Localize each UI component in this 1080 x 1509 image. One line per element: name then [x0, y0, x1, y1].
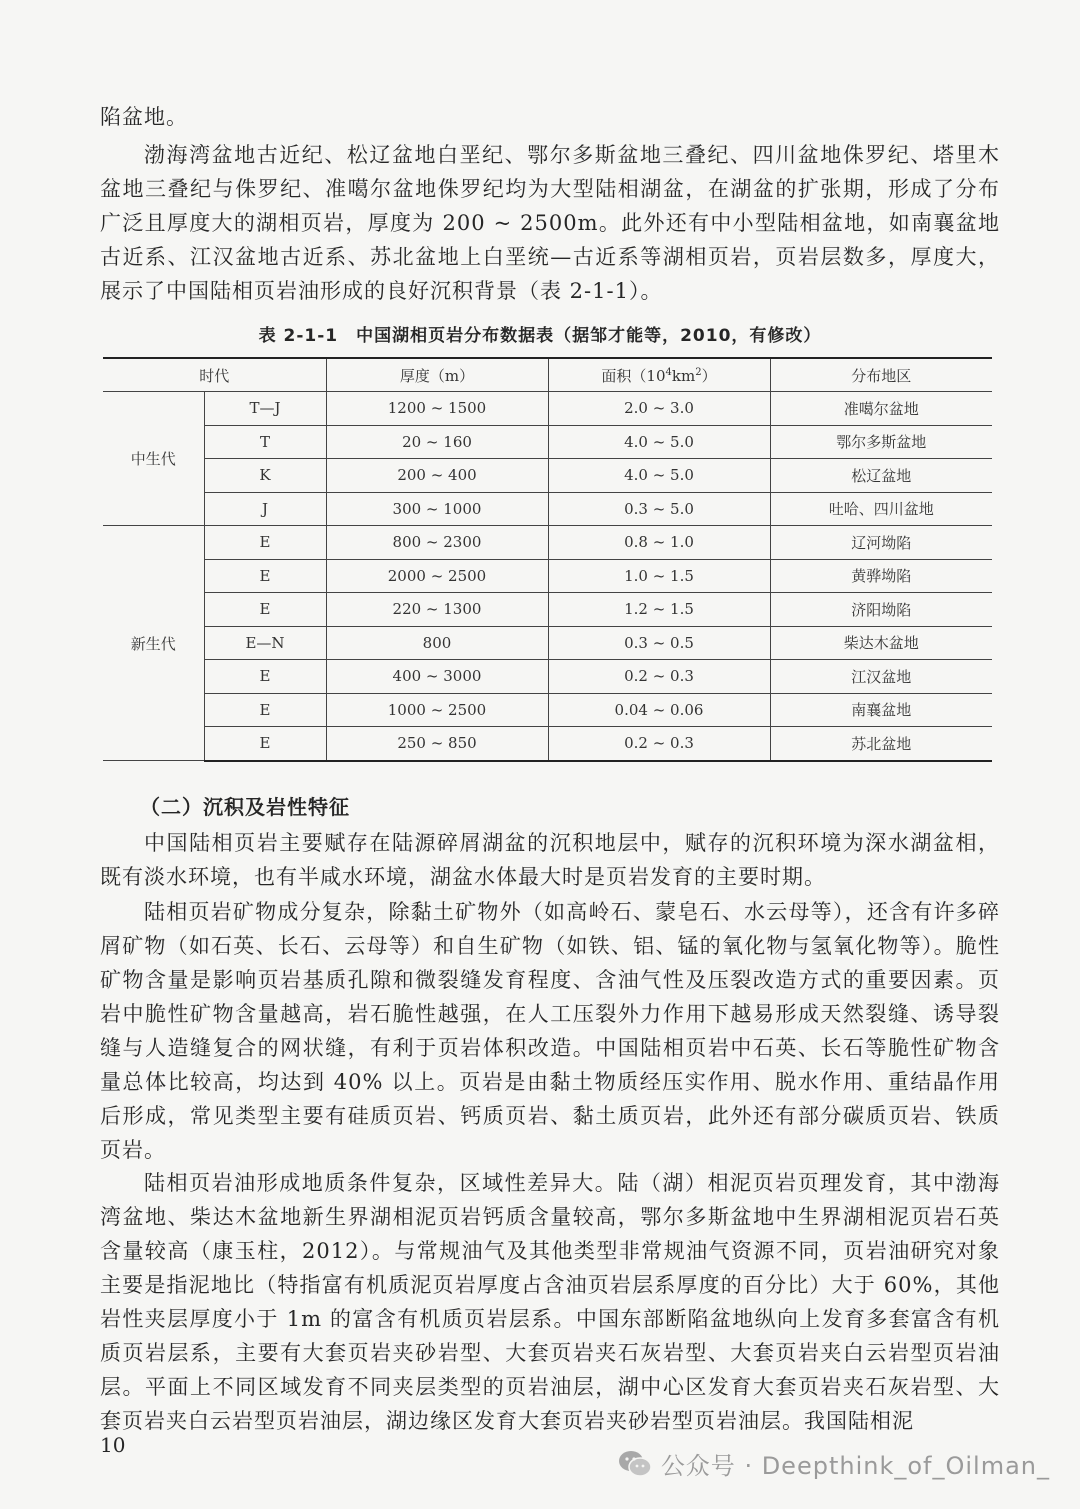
cell-thickness: 1200 ~ 1500: [326, 392, 548, 426]
cell-period: E: [204, 526, 326, 560]
section-heading: （二）沉积及岩性特征: [140, 795, 350, 819]
watermark-text: 公众号 · Deepthink_of_Oilman_: [660, 1452, 1050, 1480]
watermark: [617, 1446, 1050, 1481]
table-row: [103, 626, 992, 660]
table-row: [103, 459, 992, 493]
cell-region: 松辽盆地: [770, 459, 992, 493]
header-area: 面积$(10^4km^2)$: [548, 358, 770, 392]
table-row: [103, 392, 992, 426]
cell-period: E: [204, 727, 326, 761]
cell-period: E: [204, 593, 326, 627]
paragraph-basins: 渤海湾盆地古近纪、松辽盆地白垩纪、鄂尔多斯盆地三叠纪、四川盆地侏罗纪、塔里木盆地三叠纪与侏罗纪、准噶尔盆地侏罗纪均为大型陆相湖盆，在湖盆的扩张期，形成了分布广泛且厚度大的湖相页岩，厚度为 200 ~ 2500m。此外还有中小型陆相盆地，如南襄盆地古近系、江汉盆地古近系、苏北盆地上白垩统—古近系等湖相页岩，页岩层数多，厚度大，展示了中国陆相页岩油形成的良好沉积背景（表 2-1-1）。: [100, 143, 1000, 303]
header-thickness: 厚度（m）: [326, 358, 548, 392]
cell-area: 0.2 ~ 0.3: [548, 660, 770, 694]
group-mesozoic: 中生代: [103, 392, 204, 526]
cell-area: 4.0 ~ 5.0: [548, 459, 770, 493]
table-row: [103, 526, 992, 560]
table-row: [103, 559, 992, 593]
cell-thickness: 300 ~ 1000: [326, 492, 548, 526]
cell-period: E: [204, 559, 326, 593]
cell-period: T—J: [204, 392, 326, 426]
cell-period: K: [204, 459, 326, 493]
cell-region: 鄂尔多斯盆地: [770, 425, 992, 459]
cell-area: 1.0 ~ 1.5: [548, 559, 770, 593]
cell-region: 吐哈、四川盆地: [770, 492, 992, 526]
cell-period: T: [204, 425, 326, 459]
cell-area: 2.0 ~ 3.0: [548, 392, 770, 426]
table-row: [103, 492, 992, 526]
cell-area: 1.2 ~ 1.5: [548, 593, 770, 627]
cell-thickness: 220 ~ 1300: [326, 593, 548, 627]
cell-period: E: [204, 660, 326, 694]
cell-region: 南襄盆地: [770, 693, 992, 727]
cell-area: 0.2 ~ 0.3: [548, 727, 770, 761]
header-era: 时代: [103, 358, 326, 392]
cell-thickness: 2000 ~ 2500: [326, 559, 548, 593]
cell-region: 黄骅坳陷: [770, 559, 992, 593]
table-row: [103, 593, 992, 627]
table-row: [103, 425, 992, 459]
cell-thickness: 800: [326, 626, 548, 660]
wechat-icon: [617, 1449, 653, 1479]
shale-distribution-table: [103, 357, 992, 762]
cell-period: E—N: [204, 626, 326, 660]
cell-thickness: 400 ~ 3000: [326, 660, 548, 694]
paragraph-geology: 陆相页岩油形成地质条件复杂，区域性差异大。陆（湖）相泥页岩页理发育，其中渤海湾盆地、柴达木盆地新生界湖相泥页岩钙质含量较高，鄂尔多斯盆地中生界湖相泥页岩石英含量较高（康玉柱，2012）。与常规油气及其他类型非常规油气资源不同，页岩油研究对象主要是指泥地比（特指富有机质泥页岩厚度占含油页岩层系厚度的百分比）大于 60%，其他岩性夹层厚度小于 1m 的富含有机质页岩层系。中国东部断陷盆地纵向上发育多套富含有机质页岩层系，主要有大套页岩夹砂岩型、大套页岩夹石灰岩型、大套页岩夹白云岩型页岩油层。平面上不同区域发育不同夹层类型的页岩油层，湖中心区发育大套页岩夹石灰岩型、大套页岩夹白云岩型页岩油层，湖边缘区发育大套页岩夹砂岩型页岩油层。我国陆相泥: [100, 1171, 1000, 1433]
paragraph-deposition: 中国陆相页岩主要赋存在陆源碎屑湖盆的沉积地层中，赋存的沉积环境为深水湖盆相，既有淡水环境，也有半咸水环境，湖盆水体最大时是页岩发育的主要时期。: [100, 831, 1000, 889]
paragraph-minerals: 陆相页岩矿物成分复杂，除黏土矿物外（如高岭石、蒙皂石、水云母等），还含有许多碎屑矿物（如石英、长石、云母等）和自生矿物（如铁、铝、锰的氧化物与氢氧化物等）。脆性矿物含量是影响页岩基质孔隙和微裂缝发育程度、含油气性及压裂改造方式的重要因素。页岩中脆性矿物含量越高，岩石脆性越强，在人工压裂外力作用下越易形成天然裂缝、诱导裂缝与人造缝复合的网状缝，有利于页岩体积改造。中国陆相页岩中石英、长石等脆性矿物含量总体比较高，均达到 40% 以上。页岩是由黏土物质经压实作用、脱水作用、重结晶作用后形成，常见类型主要有硅质页岩、钙质页岩、黏土质页岩，此外还有部分碳质页岩、铁质页岩。: [100, 900, 1000, 1162]
page-number: 10: [100, 1433, 126, 1457]
cell-thickness: 1000 ~ 2500: [326, 693, 548, 727]
table-row: [103, 693, 992, 727]
cell-area: 0.8 ~ 1.0: [548, 526, 770, 560]
cell-region: 柴达木盆地: [770, 626, 992, 660]
cell-period: J: [204, 492, 326, 526]
group-cenozoic: 新生代: [103, 526, 204, 761]
table-caption: 表 2-1-1 中国湖相页岩分布数据表（据邹才能等，2010，有修改）: [258, 326, 822, 346]
cell-area: 4.0 ~ 5.0: [548, 425, 770, 459]
cell-region: 济阳坳陷: [770, 593, 992, 627]
header-region: 分布地区: [770, 358, 992, 392]
cell-thickness: 20 ~ 160: [326, 425, 548, 459]
table-row: [103, 727, 992, 761]
table-header-row: [103, 358, 992, 392]
cell-region: 江汉盆地: [770, 660, 992, 694]
cell-area: 0.3 ~ 0.5: [548, 626, 770, 660]
cell-thickness: 800 ~ 2300: [326, 526, 548, 560]
cell-area: 0.3 ~ 5.0: [548, 492, 770, 526]
cell-period: E: [204, 693, 326, 727]
cell-area: 0.04 ~ 0.06: [548, 693, 770, 727]
cell-region: 辽河坳陷: [770, 526, 992, 560]
cell-region: 准噶尔盆地: [770, 392, 992, 426]
paragraph-continuation: 陷盆地。: [100, 105, 188, 129]
cell-thickness: 200 ~ 400: [326, 459, 548, 493]
cell-thickness: 250 ~ 850: [326, 727, 548, 761]
cell-region: 苏北盆地: [770, 727, 992, 761]
table-row: [103, 660, 992, 694]
